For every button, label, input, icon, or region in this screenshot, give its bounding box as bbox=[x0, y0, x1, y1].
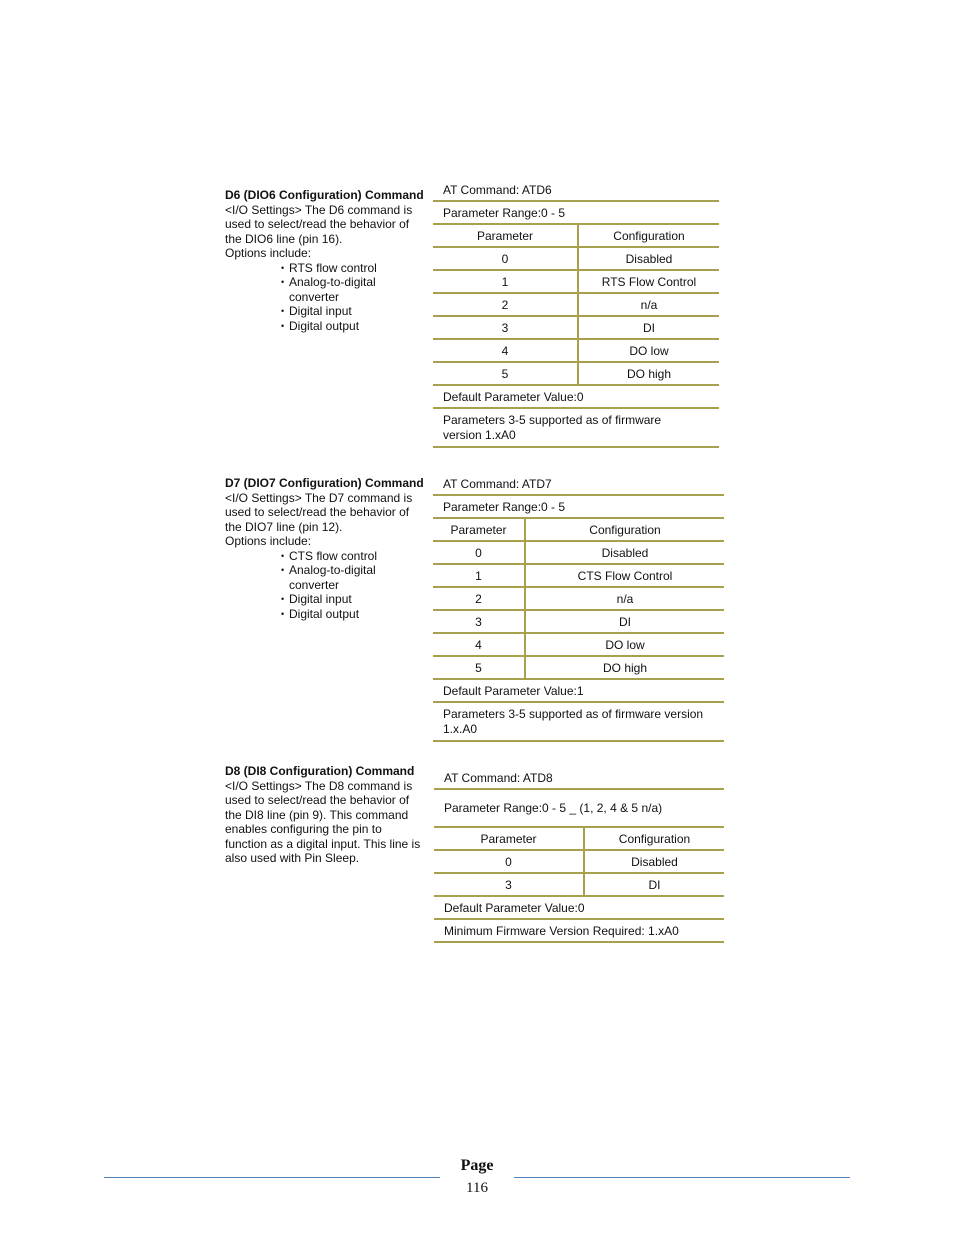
table-row bbox=[433, 271, 719, 294]
note-text: Parameters 3-5 supported as of firmware version 1.xA0 bbox=[443, 413, 662, 442]
col-param-header: Parameter bbox=[434, 828, 585, 849]
d8-at-command bbox=[434, 767, 724, 790]
d6-text: <I/O Settings> The D6 command is used to select/read the behavior of the DIO6 line (pin 16). bbox=[225, 202, 413, 246]
d8-header-row bbox=[434, 828, 724, 851]
d7-param-range bbox=[433, 496, 724, 519]
param-cell: 3 bbox=[433, 317, 579, 338]
param-cell: 5 bbox=[433, 657, 526, 678]
list-item: • CTS flow control bbox=[281, 549, 425, 564]
param-cell: 4 bbox=[433, 634, 526, 655]
d6-description bbox=[225, 188, 425, 333]
d6-param-range bbox=[433, 202, 719, 225]
config-cell: DO low bbox=[605, 637, 645, 652]
table-row bbox=[433, 294, 719, 317]
list-item: • Digital output bbox=[281, 319, 425, 334]
d7-table bbox=[433, 474, 724, 742]
param-cell: 1 bbox=[433, 271, 579, 292]
config-cell: n/a bbox=[616, 591, 634, 606]
config-cell: DO high bbox=[626, 366, 672, 381]
table-row bbox=[433, 588, 724, 611]
table-row bbox=[433, 634, 724, 657]
default-text: Default Parameter Value:1 bbox=[443, 683, 584, 698]
config-cell: Disabled bbox=[631, 854, 678, 869]
table-row bbox=[433, 657, 724, 680]
d6-table bbox=[433, 180, 719, 448]
d7-header-row bbox=[433, 519, 724, 542]
list-item: • Digital input bbox=[281, 304, 425, 319]
config-cell: Disabled bbox=[601, 545, 649, 560]
d7-default bbox=[433, 680, 724, 703]
list-item: • Digital output bbox=[281, 607, 425, 622]
d6-note bbox=[433, 409, 719, 448]
d6-options-label: Options include: bbox=[225, 246, 312, 260]
d7-text: <I/O Settings> The D7 command is used to select/read the behavior of the DIO7 line (pin 12). bbox=[225, 490, 413, 534]
col-config-header: Configuration bbox=[589, 522, 661, 537]
param-cell: 4 bbox=[433, 340, 579, 361]
config-cell: Disabled bbox=[625, 251, 673, 266]
d8-note bbox=[434, 920, 724, 943]
param-range-text: Parameter Range:0 - 5 bbox=[443, 205, 566, 220]
at-command-text: AT Command: ATD8 bbox=[444, 770, 553, 785]
config-cell: DO high bbox=[602, 660, 648, 675]
d7-note bbox=[433, 703, 724, 742]
list-item: • Analog-to-digital converter bbox=[281, 275, 425, 304]
list-item: • RTS flow control bbox=[281, 261, 425, 276]
param-cell: 0 bbox=[433, 248, 579, 269]
config-cell: CTS Flow Control bbox=[577, 568, 673, 583]
note-text: Parameters 3-5 supported as of firmware version 1.x.A0 bbox=[443, 707, 704, 736]
param-cell: 0 bbox=[433, 542, 526, 563]
table-row bbox=[433, 542, 724, 565]
d8-text: <I/O Settings> The D8 command is used to select/read the behavior of the DI8 line (pin 9). This command enables configuring the pin to function as a digital input. This line is also used with Pin Sleep. bbox=[225, 778, 421, 865]
d8-description bbox=[225, 764, 425, 866]
d7-options-list bbox=[225, 549, 425, 622]
config-cell: DI bbox=[643, 320, 655, 335]
default-text: Default Parameter Value:0 bbox=[443, 389, 584, 404]
config-cell: DO low bbox=[629, 343, 669, 358]
d6-header-row bbox=[433, 225, 719, 248]
d8-default bbox=[434, 897, 724, 920]
d6-default bbox=[433, 386, 719, 409]
param-cell: 3 bbox=[434, 874, 585, 895]
footer-page-label: Page bbox=[460, 1157, 494, 1174]
config-cell: RTS Flow Control bbox=[601, 274, 697, 289]
at-command-text: AT Command: ATD7 bbox=[443, 477, 552, 491]
col-config-header: Configuration bbox=[613, 228, 685, 243]
list-item: • Analog-to-digital converter bbox=[281, 563, 425, 592]
d8-title: D8 (DI8 Configuration) Command bbox=[225, 764, 415, 778]
table-row bbox=[433, 611, 724, 634]
d6-options-list bbox=[225, 261, 425, 334]
footer-page-number: 116 bbox=[466, 1180, 488, 1196]
param-range-text: Parameter Range:0 - 5 bbox=[443, 499, 566, 514]
d6-at-command bbox=[433, 180, 719, 202]
d6-title: D6 (DIO6 Configuration) Command bbox=[225, 188, 424, 202]
d7-description bbox=[225, 476, 425, 621]
table-row bbox=[433, 317, 719, 340]
param-cell: 1 bbox=[433, 565, 526, 586]
col-param-header: Parameter bbox=[433, 519, 526, 540]
table-row bbox=[433, 248, 719, 271]
footer-rule-right bbox=[514, 1177, 850, 1178]
col-param-header: Parameter bbox=[433, 225, 579, 246]
param-cell: 2 bbox=[433, 588, 526, 609]
config-cell: DI bbox=[619, 614, 631, 629]
table-row bbox=[433, 340, 719, 363]
list-item: • Digital input bbox=[281, 592, 425, 607]
config-cell: DI bbox=[648, 877, 661, 892]
d8-table bbox=[434, 767, 724, 943]
d8-param-range bbox=[434, 790, 724, 828]
col-config-header: Configuration bbox=[618, 831, 691, 846]
d7-at-command bbox=[433, 474, 724, 496]
table-row bbox=[434, 874, 724, 897]
param-cell: 2 bbox=[433, 294, 579, 315]
param-cell: 0 bbox=[434, 851, 585, 872]
table-row bbox=[433, 565, 724, 588]
d7-title: D7 (DIO7 Configuration) Command bbox=[225, 476, 424, 490]
param-cell: 5 bbox=[433, 363, 579, 384]
d7-options-label: Options include: bbox=[225, 534, 312, 548]
param-cell: 3 bbox=[433, 611, 526, 632]
table-row bbox=[434, 851, 724, 874]
table-row bbox=[433, 363, 719, 386]
note-text: Minimum Firmware Version Required: 1.xA0 bbox=[444, 923, 679, 938]
default-text: Default Parameter Value:0 bbox=[444, 900, 585, 915]
param-range-text: Parameter Range:0 - 5 _ (1, 2, 4 & 5 n/a) bbox=[444, 801, 663, 815]
footer-rule-left bbox=[104, 1177, 440, 1178]
at-command-text: AT Command: ATD6 bbox=[443, 183, 552, 197]
config-cell: n/a bbox=[640, 297, 658, 312]
